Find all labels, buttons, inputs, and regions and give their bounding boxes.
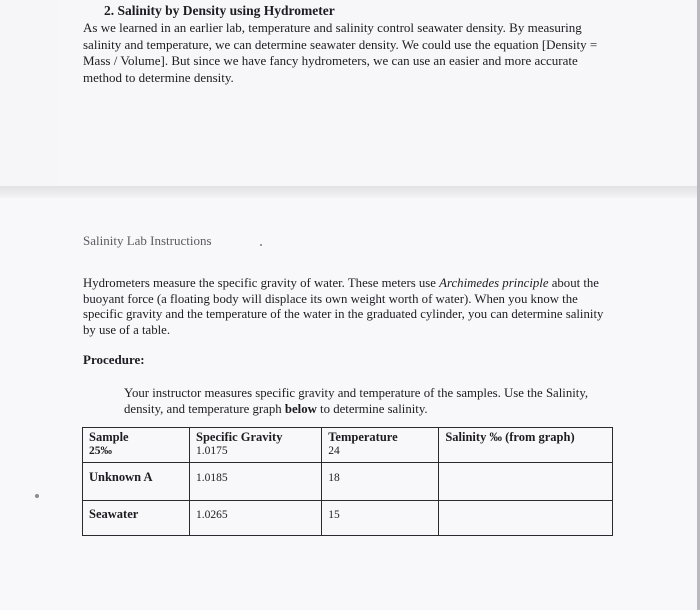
header-gravity-value: 1.0175 [196, 445, 228, 457]
header-label: Specific Gravity [196, 430, 283, 444]
header-cell-salinity[interactable] [439, 428, 613, 463]
cell-temperature [322, 501, 439, 536]
table-header-row [83, 428, 613, 463]
archimedes-term: Archimedes principle [439, 276, 549, 290]
header-cell-specific-gravity [190, 428, 322, 463]
para-text-1: Hydrometers measure the specific gravity of water. These meters use [83, 276, 440, 290]
lab-instructions-title: Salinity Lab Instructions [83, 233, 212, 248]
row-gravity-value: 1.0185 [196, 472, 228, 484]
header-cell-temperature [322, 428, 439, 463]
procedure-text-2: to determine salinity. [316, 401, 428, 416]
cell-gravity [190, 501, 322, 536]
header-label: Temperature [328, 430, 398, 444]
margin-mark [35, 494, 39, 498]
header-sample-value: 25‰ [89, 445, 112, 457]
intro-paragraph: As we learned in an earlier lab, temperature and salinity control seawater density. By measuring salinity and temperature, we can determine seawater density. We could use the equation [Density = Mass / Volume]. But since we have fancy hydrometers, we can use an easier and more accurate method to determine density. [83, 20, 598, 85]
stray-mark [260, 244, 262, 246]
procedure-label: Procedure: [83, 352, 145, 367]
cell-sample [83, 463, 190, 501]
header-temperature-value: 24 [328, 445, 340, 457]
cell-temperature [322, 463, 439, 501]
page-divider [0, 186, 697, 198]
cell-salinity-input[interactable] [439, 501, 613, 536]
row-sample-name: Unknown A [89, 470, 153, 484]
row-sample-name: Seawater [89, 507, 139, 521]
cell-sample [83, 501, 190, 536]
row-gravity-value: 1.0265 [196, 509, 228, 521]
header-cell-sample [83, 428, 190, 463]
para-text-2: about the buoyant force (a floating body will displace its own weight worth of water). When you know the specific gravity and the temperature of the water in the graduated cylinder, you can determine salinity by use of a table. [83, 276, 604, 337]
section-heading: 2. Salinity by Density using Hydrometer [104, 3, 335, 18]
table-row [83, 463, 613, 501]
salinity-table [82, 427, 613, 536]
hydrometer-paragraph [83, 276, 613, 338]
header-label: Sample [89, 430, 129, 444]
procedure-text [124, 386, 609, 417]
below-emphasis: below [284, 401, 317, 416]
row-temperature-value: 18 [328, 472, 340, 484]
header-label: Salinity ‰ (from graph) [445, 430, 575, 444]
row-temperature-value: 15 [328, 509, 340, 521]
procedure-text-1: Your instructor measures specific gravity and temperature of the samples. Use the Salinity, density, and temperature graph [124, 386, 589, 416]
table-row [83, 501, 613, 536]
cell-gravity [190, 463, 322, 501]
cell-salinity-input[interactable] [439, 463, 613, 501]
